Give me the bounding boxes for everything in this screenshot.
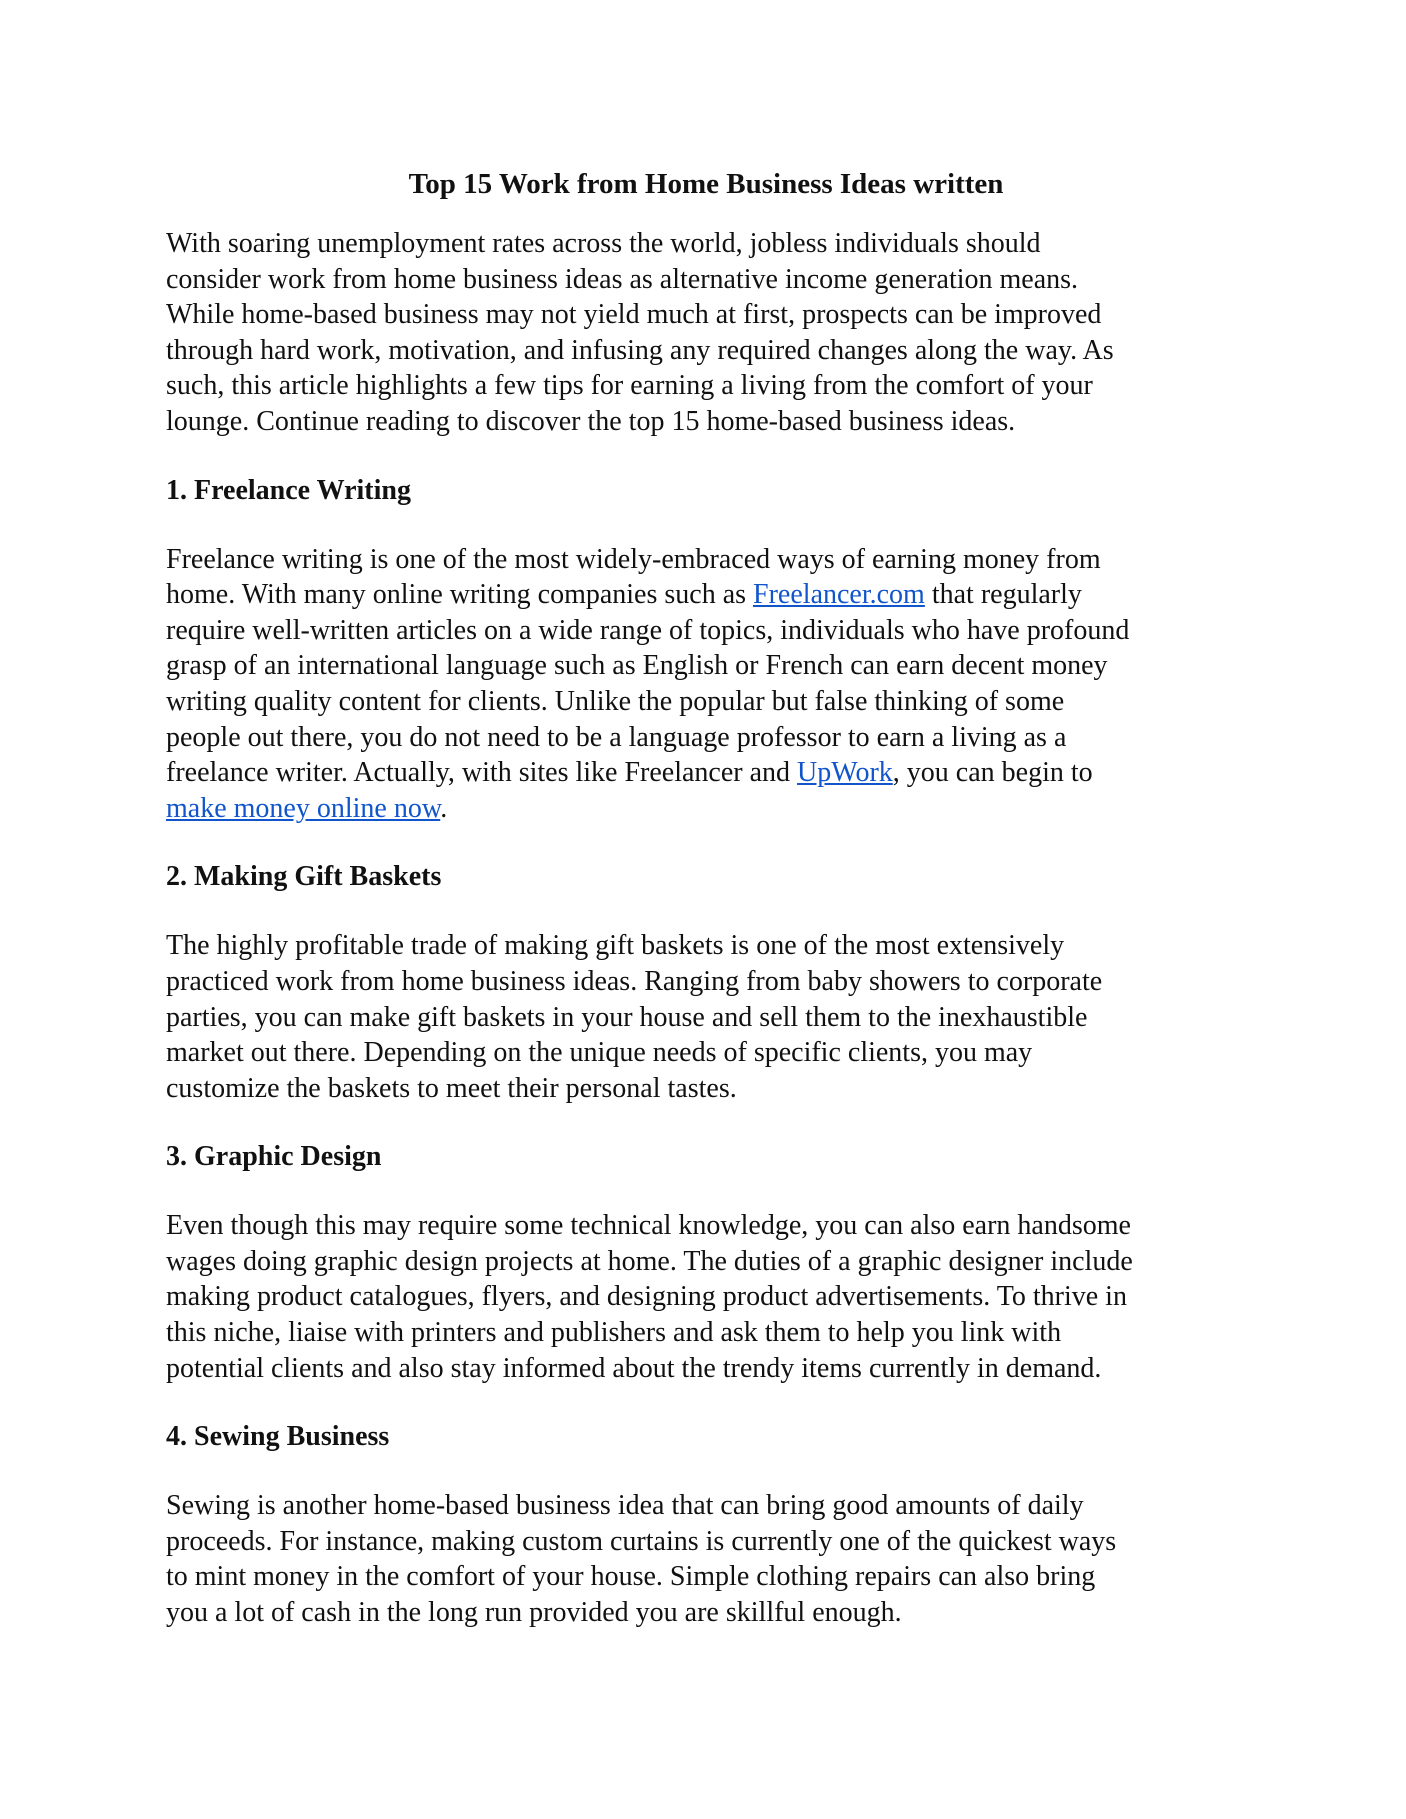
paragraph-line: this niche, liaise with printers and publishers and ask them to help you link with bbox=[166, 1317, 1062, 1349]
paragraph-line: proceeds. For instance, making custom curtains is currently one of the quickest ways bbox=[166, 1525, 1117, 1557]
paragraph-line: grasp of an international language such as English or French can earn decent money bbox=[166, 650, 1108, 682]
make-money-online-now-link[interactable]: make money online now bbox=[166, 792, 441, 824]
paragraph-line: practiced work from home business ideas. Ranging from baby showers to corporate bbox=[166, 965, 1103, 997]
paragraph-text: , you can begin to bbox=[892, 757, 1093, 789]
upwork-link[interactable]: UpWork bbox=[797, 757, 893, 789]
paragraph-line: parties, you can make gift baskets in your house and sell them to the inexhaustible bbox=[166, 1001, 1088, 1033]
intro-line: With soaring unemployment rates across the world, jobless individuals should bbox=[166, 228, 1041, 259]
paragraph-line bbox=[166, 577, 1246, 613]
paragraph-text: freelance writer. Actually, with sites like Freelancer and bbox=[166, 757, 798, 789]
intro-line: such, this article highlights a few tips for earning a living from the comfort of your bbox=[166, 370, 1093, 402]
section-heading-graphic-design: 3. Graphic Design bbox=[166, 1141, 382, 1173]
paragraph-line bbox=[166, 791, 1246, 827]
document-title: Top 15 Work from Home Business Ideas written bbox=[408, 168, 1004, 200]
paragraph-line: to mint money in the comfort of your house. Simple clothing repairs can also bring bbox=[166, 1561, 1096, 1593]
section-heading-sewing-business: 4. Sewing Business bbox=[166, 1421, 390, 1453]
paragraph-line: market out there. Depending on the unique needs of specific clients, you may bbox=[166, 1037, 1033, 1069]
paragraph-line: making product catalogues, flyers, and designing product advertisements. To thrive in bbox=[166, 1281, 1127, 1313]
paragraph-line: wages doing graphic design projects at home. The duties of a graphic designer include bbox=[166, 1245, 1133, 1277]
section-paragraph-sewing-business bbox=[166, 1488, 1246, 1630]
section-heading-freelance-writing: 1. Freelance Writing bbox=[166, 474, 411, 506]
paragraph-line: people out there, you do not need to be a language professor to earn a living as a bbox=[166, 721, 1067, 753]
paragraph-line: The highly profitable trade of making gift baskets is one of the most extensively bbox=[166, 930, 1065, 962]
paragraph-line bbox=[166, 755, 1246, 791]
section-paragraph-freelance-writing bbox=[166, 542, 1246, 827]
intro-line: consider work from home business ideas as alternative income generation means. bbox=[166, 263, 1079, 295]
paragraph-line: Freelance writing is one of the most widely-embraced ways of earning money from bbox=[166, 543, 1101, 575]
intro-line: While home-based business may not yield much at first, prospects can be improved bbox=[166, 299, 1102, 331]
paragraph-line: writing quality content for clients. Unlike the popular but false thinking of some bbox=[166, 685, 1065, 717]
section-paragraph-making-gift-baskets bbox=[166, 928, 1246, 1106]
intro-paragraph bbox=[166, 226, 1246, 440]
section-heading-making-gift-baskets: 2. Making Gift Baskets bbox=[166, 861, 442, 893]
freelancer-com-link[interactable]: Freelancer.com bbox=[753, 579, 925, 611]
intro-line: through hard work, motivation, and infusing any required changes along the way. As bbox=[166, 334, 1114, 366]
paragraph-line: potential clients and also stay informed about the trendy items currently in demand. bbox=[166, 1352, 1102, 1384]
intro-line: lounge. Continue reading to discover the top 15 home-based business ideas. bbox=[166, 405, 1016, 437]
paragraph-text: . bbox=[440, 792, 448, 824]
paragraph-line: customize the baskets to meet their personal tastes. bbox=[166, 1072, 737, 1104]
document-page bbox=[166, 158, 1246, 1631]
paragraph-line: you a lot of cash in the long run provided you are skillful enough. bbox=[166, 1597, 902, 1629]
paragraph-text: that regularly bbox=[924, 579, 1082, 611]
paragraph-line: Sewing is another home-based business idea that can bring good amounts of daily bbox=[166, 1490, 1084, 1522]
paragraph-line: require well-written articles on a wide range of topics, individuals who have profound bbox=[166, 614, 1130, 646]
paragraph-line: Even though this may require some technical knowledge, you can also earn handsome bbox=[166, 1210, 1131, 1242]
section-paragraph-graphic-design bbox=[166, 1208, 1246, 1386]
paragraph-text: home. With many online writing companies such as bbox=[166, 579, 754, 611]
